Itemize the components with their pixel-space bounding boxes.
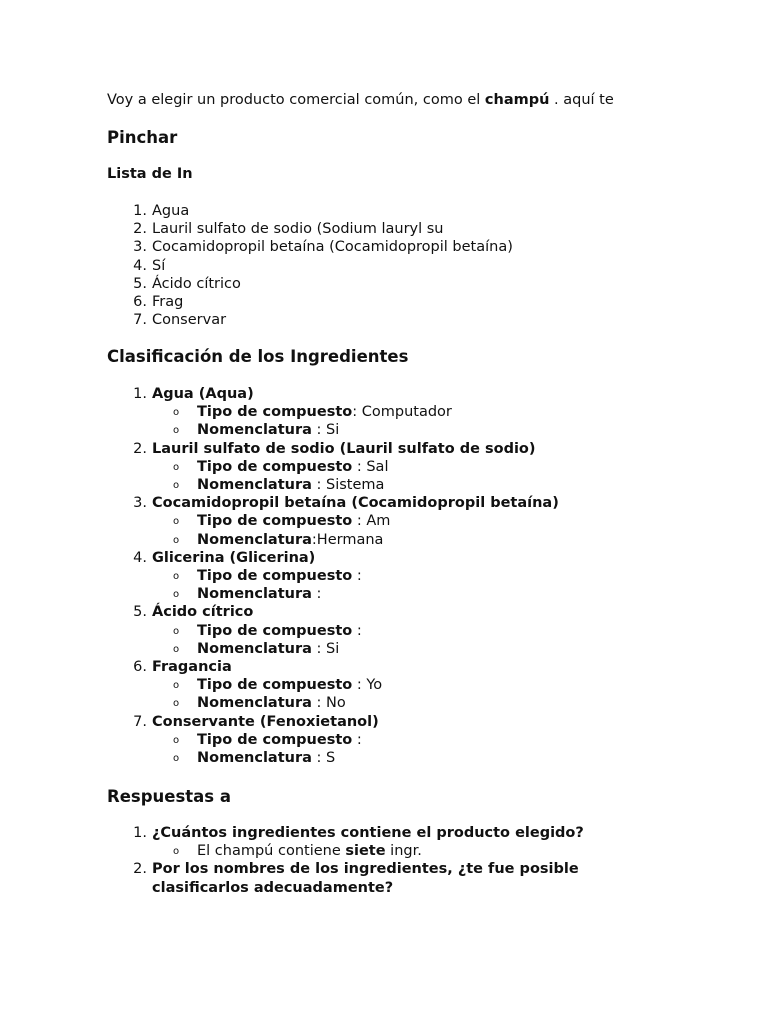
sub-item-tipo (152, 512, 559, 530)
nomenclatura-label: Nomenclatura (197, 477, 312, 494)
circle-bullet-icon: o (173, 407, 180, 419)
classification-item (107, 494, 559, 549)
circle-bullet-icon: o (173, 571, 180, 583)
nomenclatura-value: : Sistema (311, 477, 385, 494)
sub-list (152, 567, 559, 603)
circle-bullet-icon: o (173, 734, 180, 746)
list-item (107, 257, 513, 275)
tipo-value: : (352, 731, 362, 748)
circle-bullet-icon: o (173, 480, 180, 492)
nomenclatura-label: Nomenclatura (197, 750, 312, 767)
list-item (107, 275, 513, 293)
nomenclatura-value: : No (311, 695, 346, 712)
list-number: 7. (133, 312, 147, 329)
question-text: ¿Cuántos ingredientes contiene el producto elegido? (152, 825, 584, 841)
answer-item (152, 842, 584, 860)
sub-item-nomenclatura (152, 476, 559, 494)
sub-item-tipo (152, 458, 559, 476)
list-item (107, 293, 513, 311)
list-number: 2. (133, 440, 147, 457)
nomenclatura-value: : S (311, 750, 336, 767)
sub-item-tipo (152, 622, 559, 640)
list-number: 2. (133, 861, 147, 878)
nomenclatura-label: Nomenclatura (197, 531, 312, 548)
circle-bullet-icon: o (173, 516, 180, 528)
circle-bullet-icon: o (173, 753, 180, 765)
nomenclatura-value: : Si (311, 422, 340, 439)
circle-bullet-icon: o (173, 625, 180, 637)
list-number: 1. (133, 825, 147, 841)
ingredients-list (107, 202, 513, 329)
tipo-label: Tipo de compuesto (197, 404, 353, 421)
tipo-label: Tipo de compuesto (197, 568, 353, 585)
classification-item (107, 713, 559, 768)
nomenclatura-label: Nomenclatura (197, 695, 312, 712)
list-number: 5. (133, 604, 147, 621)
nomenclatura-label: Nomenclatura (197, 640, 312, 657)
sub-item-tipo (152, 567, 559, 585)
nomenclatura-value: : (311, 586, 322, 603)
question-item (107, 824, 584, 860)
list-text: Lauril sulfato de sodio (Sodium lauryl su (152, 221, 444, 238)
heading-pinchar: Pinchar (107, 128, 178, 147)
list-number: 5. (133, 275, 147, 292)
tipo-value: : Am (352, 513, 391, 530)
sub-item-tipo (152, 676, 559, 694)
intro-text: Voy a elegir un producto comercial común, como el (107, 92, 485, 108)
tipo-label: Tipo de compuesto (197, 458, 353, 475)
tipo-value: : Yo (352, 677, 383, 694)
list-number: 1. (133, 203, 147, 219)
tipo-value: : Sal (352, 458, 389, 475)
circle-bullet-icon: o (173, 534, 180, 546)
classification-list (107, 385, 559, 767)
classification-item (107, 603, 559, 658)
sub-list (152, 676, 559, 712)
heading-respuestas: Respuestas a (107, 787, 232, 806)
nomenclatura-value: :Hermana (311, 531, 384, 548)
sub-list (152, 842, 584, 860)
sub-list (152, 731, 559, 767)
list-number: 4. (133, 549, 147, 566)
ingredient-name: Fragancia (152, 659, 232, 676)
classification-item (107, 658, 559, 713)
answer-bold: siete (345, 843, 386, 860)
list-number: 3. (133, 495, 147, 512)
ingredient-name: Ácido cítrico (152, 604, 254, 621)
list-text: Conservar (152, 312, 227, 329)
sub-list (152, 622, 559, 658)
list-number: 7. (133, 713, 147, 730)
list-number: 6. (133, 659, 147, 676)
ingredient-name: Conservante (Fenoxietanol) (152, 713, 379, 730)
intro-paragraph (107, 91, 614, 109)
answer-text: El champú contiene (197, 843, 346, 860)
ingredient-name: Lauril sulfato de sodio (Lauril sulfato de sodio) (152, 440, 536, 457)
classification-item (107, 549, 559, 604)
sub-item-nomenclatura (152, 749, 559, 767)
answers-list (107, 824, 584, 897)
tipo-label: Tipo de compuesto (197, 513, 353, 530)
tipo-label: Tipo de compuesto (197, 731, 353, 748)
list-text: Frag (152, 294, 184, 311)
list-number: 6. (133, 294, 147, 311)
sub-list (152, 458, 559, 494)
circle-bullet-icon: o (173, 846, 180, 858)
list-text: Agua (152, 203, 190, 219)
tipo-value: : (352, 622, 362, 639)
sub-item-nomenclatura (152, 531, 559, 549)
ingredient-name: Cocamidopropil betaína (Cocamidopropil betaína) (152, 495, 559, 512)
heading-lista: Lista de In (107, 166, 193, 182)
sub-item-nomenclatura (152, 694, 559, 712)
classification-item (107, 440, 559, 495)
circle-bullet-icon: o (173, 680, 180, 692)
intro-text-end: . aquí te (549, 92, 614, 108)
list-item (107, 202, 513, 220)
sub-item-tipo (152, 731, 559, 749)
question-item (107, 860, 584, 896)
sub-item-nomenclatura (152, 585, 559, 603)
list-text: Cocamidopropil betaína (Cocamidopropil betaína) (152, 239, 513, 256)
ingredient-name: Agua (Aqua) (152, 386, 254, 402)
sub-item-tipo (152, 403, 559, 421)
list-number: 4. (133, 257, 147, 274)
circle-bullet-icon: o (173, 461, 180, 473)
tipo-label: Tipo de compuesto (197, 677, 353, 694)
list-text: Ácido cítrico (152, 275, 241, 292)
tipo-value: : (352, 568, 362, 585)
circle-bullet-icon: o (173, 698, 180, 710)
sub-list (152, 403, 559, 439)
heading-clasificacion: Clasificación de los Ingredientes (107, 347, 409, 366)
list-number: 1. (133, 386, 147, 402)
list-item (107, 220, 513, 238)
list-text: Sí (152, 257, 166, 274)
circle-bullet-icon: o (173, 643, 180, 655)
list-number: 2. (133, 221, 147, 238)
nomenclatura-label: Nomenclatura (197, 586, 312, 603)
nomenclatura-label: Nomenclatura (197, 422, 312, 439)
answer-text-end: ingr. (385, 843, 422, 860)
tipo-label: Tipo de compuesto (197, 622, 353, 639)
nomenclatura-value: : Si (311, 640, 340, 657)
list-item (107, 238, 513, 256)
sub-item-nomenclatura (152, 421, 559, 439)
intro-bold-product: champú (484, 92, 550, 108)
list-number: 3. (133, 239, 147, 256)
list-item (107, 311, 513, 329)
sub-item-nomenclatura (152, 640, 559, 658)
tipo-value: : Computador (352, 404, 452, 421)
sub-list (152, 512, 559, 548)
classification-item (107, 385, 559, 440)
ingredient-name: Glicerina (Glicerina) (152, 549, 316, 566)
circle-bullet-icon: o (173, 425, 180, 437)
question-text-line2: clasificarlos adecuadamente? (152, 879, 394, 896)
question-text-line1: Por los nombres de los ingredientes, ¿te fue posible (152, 861, 579, 878)
circle-bullet-icon: o (173, 589, 180, 601)
